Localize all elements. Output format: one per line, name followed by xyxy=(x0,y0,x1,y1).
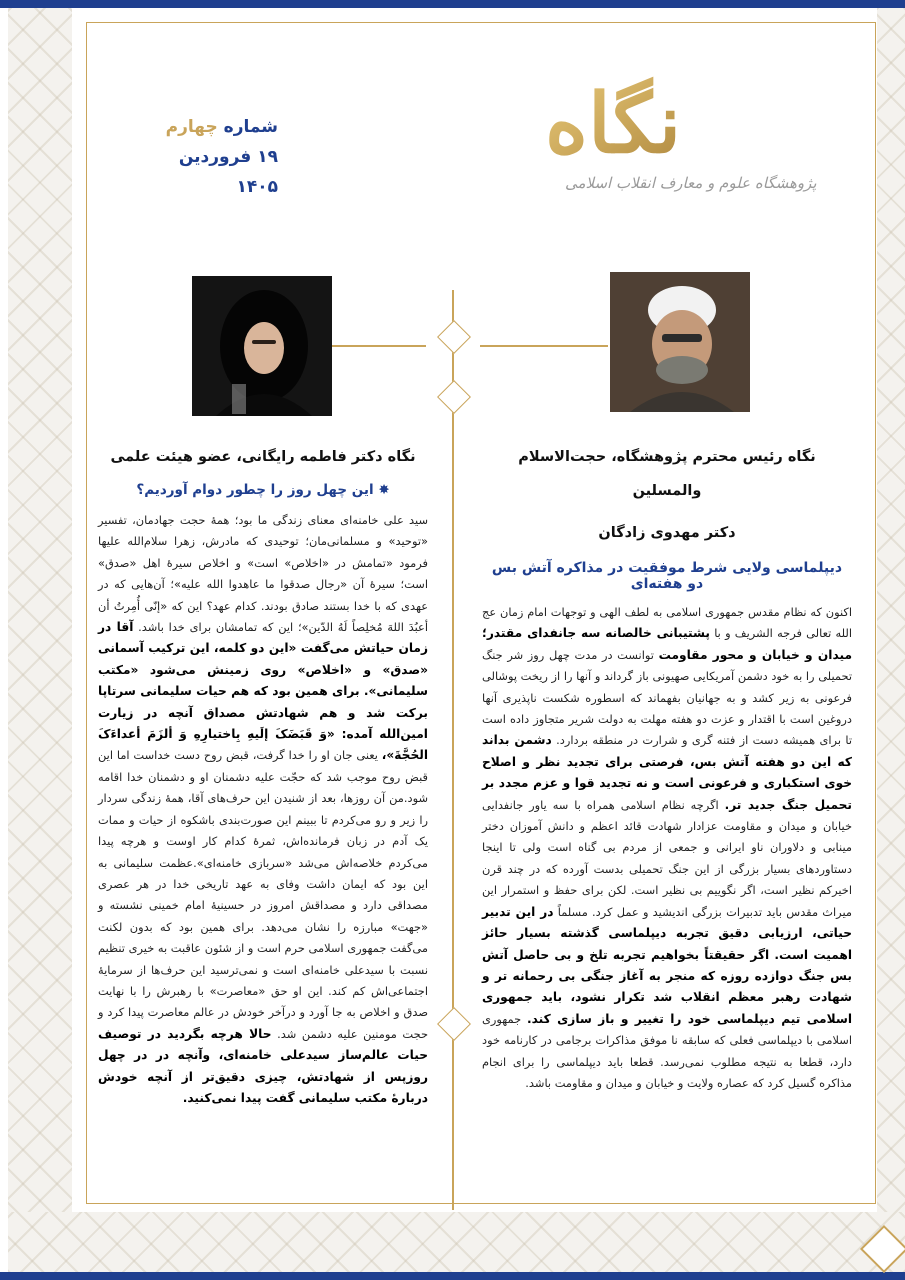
negah-logo xyxy=(355,60,817,210)
left-article-heading: نگاه دکتر فاطمه رایگانی، عضو هیئت علمی xyxy=(110,449,416,465)
left-article-question xyxy=(98,482,428,498)
issue-info xyxy=(148,112,278,202)
left-p1: سید علی خامنه‌ای معنای زندگی ما بود؛ همهٔ حجت جهادمان، تفسیر «توحید» و مسلمانی‌مان؛ توحیدی که مادرش، زهرا سلام‌الله علیها فرمود «تمامش در «اخلاص» است» و اخلاص سیرهٔ اهل «صدق» است؛ سیرهٔ آن «رجال صدقوا ما عاهدوا الله علیه»؛ آن‌هایی که در عهدی که با خدا بستند صادق بودند. کدام عهد؟ این که «إنّی أُمِرتُ أن أعبُدَ اللهَ مُخلِصاً لَهُ الدّین»؛ این که تمامشان برای خدا باشد. xyxy=(98,513,428,635)
top-bar xyxy=(0,0,905,8)
right-p4: جمهوری اسلامی با دیپلماسی فعلی که سابقه نا موفق مذاکرات برجامی در کارنامه خود دارد، قطعا به نتیجه مطلوب نمی‌رسد. قطعا باید دیپلماسی را برای انجام مذاکره گسیل کرد که عصاره ولایت و خیابان و میدان و مقاومت باشد. xyxy=(482,1011,852,1090)
portrait-right xyxy=(610,272,750,412)
logo-subtitle: پژوهشگاه علوم و معارف انقلاب اسلامی xyxy=(565,174,817,192)
right-connector-line xyxy=(480,345,608,347)
left-connector-line xyxy=(332,345,426,347)
right-p1-bold: پشتیبانی خالصانه سه جانفدای مقتدر؛ میدان و خیابان و محور مقاومت xyxy=(482,626,853,662)
issue-date: ۱۹ فروردین ۱۴۰۵ xyxy=(178,147,278,197)
right-article-body xyxy=(482,602,852,1094)
right-p3-bold: در این تدبیر حیاتی، ارزیابی دقیق تجربه دیپلماسی گذشته بسیار حائز اهمیت است. اگر حقیقتاً بخواهیم تجربه تلخ و بی حاصل آتش بس جنگ دوازده روزه که منجر به آغاز جنگی بی رحمانه تر و شهادت رهبر معظم انقلاب شد تکرار نشود، باید جمهوری اسلامی تیم دیپلماسی خود را تغییر و باز سازی کند. xyxy=(482,904,853,1026)
right-p2: توانست در مدت چهل روز شر جنگ تحمیلی را به خود دشمن آمریکایی صهیونی باز گرداند و آنها را از ریخت پوشالی فرعونی به زیر کشد و به جهانیان بفهماند که اسطوره شکست ناپذیری آنها دروغین است با اقتدار و عزت دو هفته مهلت به دولت شریر متجاوز داده است تا برای همیشه دست از فتنه گری و شرارت در منطقه بردارد. xyxy=(482,647,853,748)
issue-number: چهارم xyxy=(165,117,218,137)
right-ornament-border xyxy=(877,8,905,1272)
right-article-heading-1: نگاه رئیس محترم پژوهشگاه، حجت‌الاسلام والمسلین xyxy=(518,449,816,499)
left-article xyxy=(98,440,428,1109)
issue-prefix: شماره xyxy=(223,117,278,137)
right-p1: اکنون که نظام مقدس جمهوری اسلامی به لطف الهی و توجهات امام زمان عج الله تعالی فرجه الشریف و با xyxy=(482,605,853,641)
right-article-heading-2: دکتر مهدوی زادگان xyxy=(598,525,736,541)
left-ornament-border xyxy=(8,8,72,1272)
right-p3: اگرچه نظام اسلامی همراه با سه یاور جانفدایی خیابان و میدان و مقاومت عزادار شهادت قائد اعظم و دانش آموزان دختر مینابی و دلاوران ناو ایرانی و جمعی از مردم بی گناه است ولی تا اینجا دستاوردهای بسیار بزرگی از این جنگ تحمیلی بدست آورده که در چند قرن اخیرکم نظیر است، اگر نگوییم بی نظیر است. لکن برای حفظ و استمرار این میراث مقدس باید تدبیرات بزرگی اندیشید و عمل کرد. مسلماً xyxy=(482,797,852,919)
right-article xyxy=(482,440,852,1094)
left-p1-bold: آقا در زمان حیاتش می‌گفت «این دو کلمه، این ترکیب آسمانی «صدق» و «اخلاص» روی زمینش می‌شود «مکتب سلیمانی». برای همین بود که هم حیات سلیمانی سرتاپا برکت شد و هم شهادتش مصداق آنچه در زیارت امین‌الله آمده: «وَ قَبَضَکَ إلَیهِ بِاختیارِهِ وَ ألزَمَ أعداءَکَ الحُجَّةَ»، xyxy=(98,620,428,763)
logo-title: نگاه xyxy=(545,76,682,172)
right-p2-bold: دشمن بداند که این دو هفته آتش بس، فرصتی برای تجدید نظر و اصلاح خوی استکباری و فرعونی است و نه تجدید قوا و عزم مجدد بر تحمیل جنگ جدید تر. xyxy=(482,733,852,812)
bullet-icon: ✸ xyxy=(378,482,390,498)
question-text: این چهل روز را چطور دوام آوردیم؟ xyxy=(136,482,374,498)
left-p2: یعنی جان او را خدا گرفت، قبض روح دست خداست اما این قبض روح موجب شد که حجّت علیه دشمنان او و دشمنان خدا اقامه شود.من آن روزها، بعد از شنیدن این حرف‌های آقا، همهٔ زندگی سردار را زیر و رو می‌کردم تا ببینم این صورت‌بندی باشکوه از حیات و ممات یک آدم در زبان فرمانده‌اش، ثمرهٔ کدام کار اوست و هرچه پیدا می‌کردم خلاصه‌اش می‌شد «سربازی خامنه‌ای».عظمت سلیمانی به این بود که ایمان داشت وفای به عهد تاریخی خدا در هر عصری مصداقی دارد و مصداقش امروز در حسینیهٔ امام خمینی نشسته و «جهت» مبارزه را نشان می‌دهد. برای همین بود که بدون لکنت می‌گفت جمهوری اسلامی حرم است و از شئون عاقبت به خیری تنظیم نسبت با سیدعلی خامنه‌ای است و نمی‌ترسید این حرف‌ها از سرمایهٔ اجتماعی‌اش کم کند. این او حق «معاصرت» با رهبرش را با نهایت صدق و اخلاص به جا آورد و درآخر خودش در عالم معاصرت پیدا کرد و حجت مومنین علیه دشمن شد. xyxy=(97,748,429,1041)
left-article-body xyxy=(98,510,428,1109)
bottom-ornament-border xyxy=(8,1212,905,1272)
column-divider xyxy=(452,290,454,1210)
right-article-subtitle: دیپلماسی ولایی شرط موفقیت در مذاکره آتش بس دو هفته‌ای xyxy=(491,560,843,592)
left-p2-bold: حالا هرچه بگردید در توصیف حیات عالم‌ساز سیدعلی خامنه‌ای، وآنچه در در چهل روزپس از شهادتش، چیزی دقیق‌تر از آنچه خودش دربارهٔ مکتب سلیمانی گفت پیدا نمی‌کنید. xyxy=(98,1026,428,1105)
portrait-left xyxy=(192,276,332,416)
bottom-bar xyxy=(0,1272,905,1280)
